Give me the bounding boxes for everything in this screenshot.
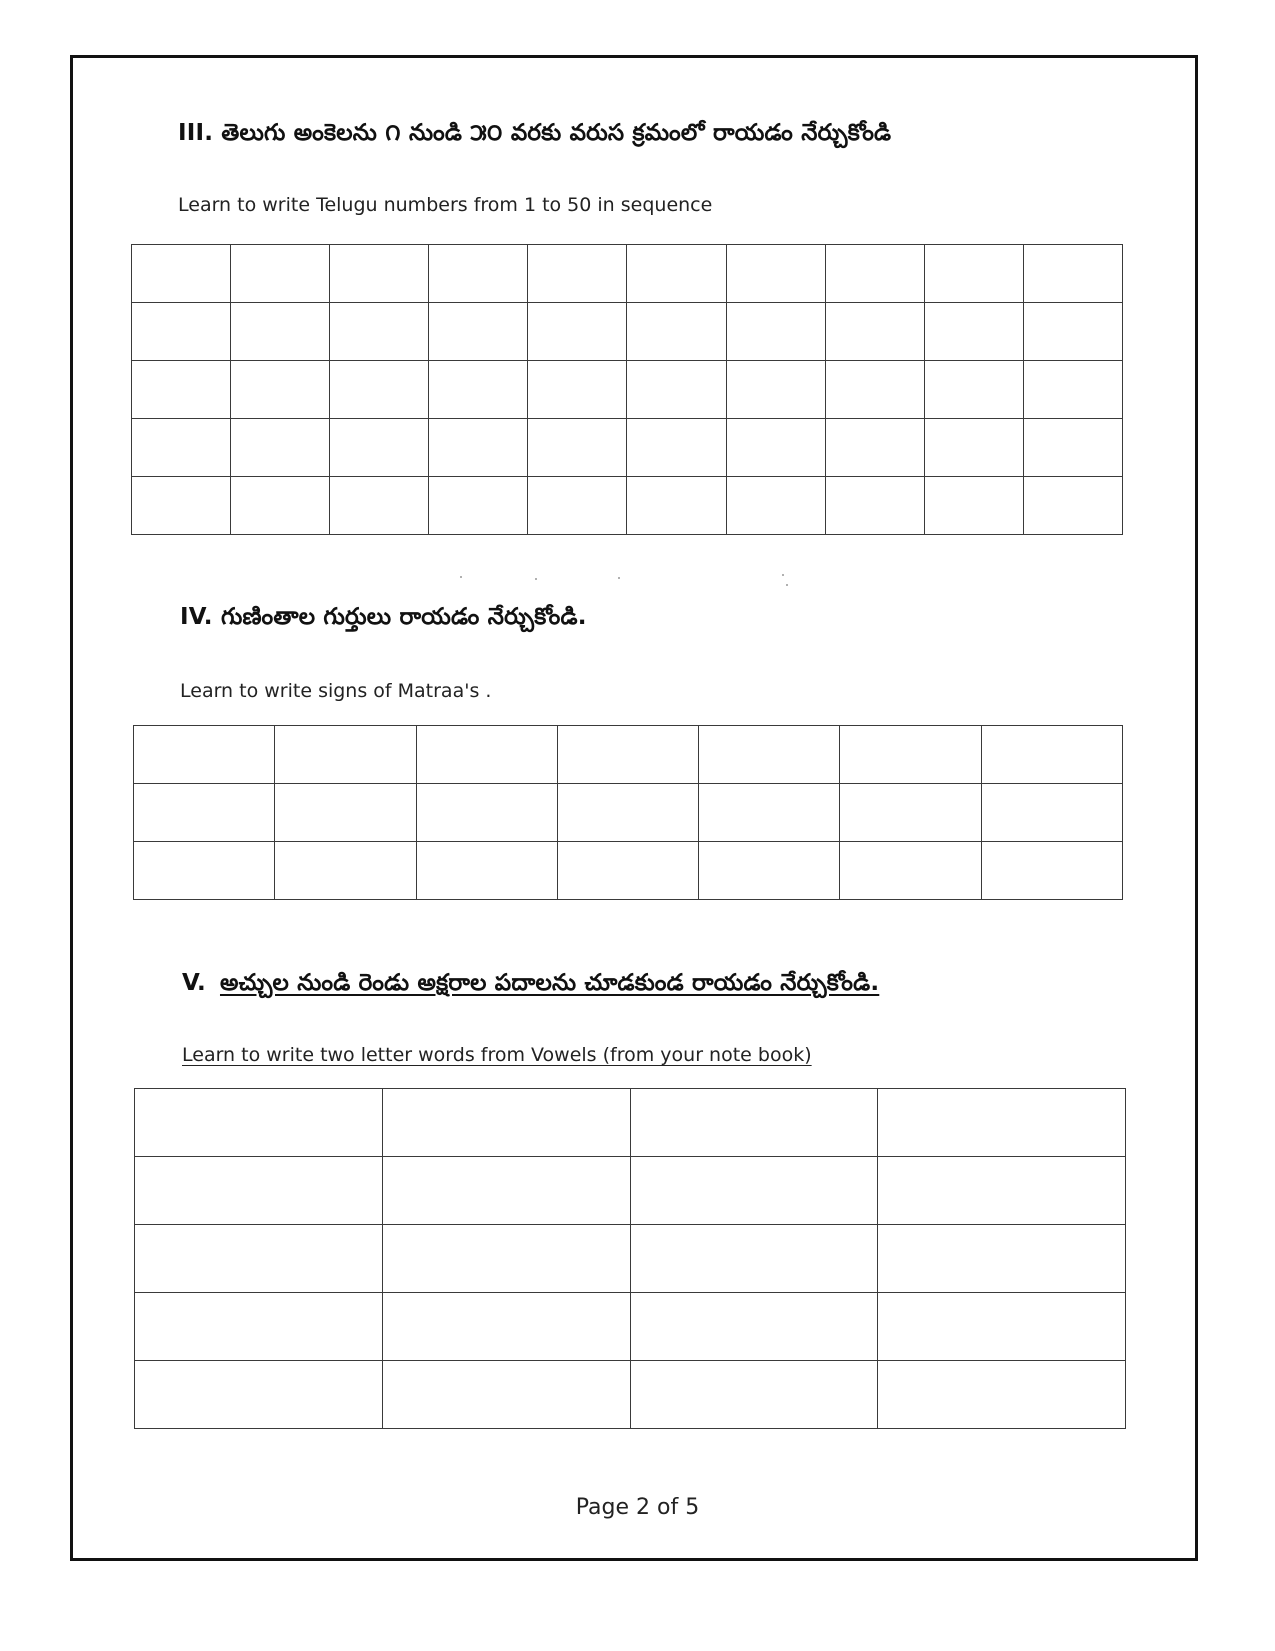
writing-cell: [231, 477, 330, 535]
section-3-subtitle: Learn to write Telugu numbers from 1 to 50 in sequence: [178, 194, 713, 216]
telugu-numbers-grid: [131, 244, 1123, 535]
writing-cell: [231, 419, 330, 477]
writing-cell: [134, 726, 275, 784]
grid-row: [132, 245, 1123, 303]
writing-cell: [825, 477, 924, 535]
writing-cell: [627, 477, 726, 535]
section-3-heading: III. తెలుగు అంకెలను ౧ నుండి ౫౦ వరకు వరుస క్రమంలో రాయడం నేర్చుకోండి: [178, 120, 892, 146]
grid-row: [132, 477, 1123, 535]
writing-cell: [557, 842, 698, 900]
writing-cell: [134, 842, 275, 900]
writing-cell: [416, 784, 557, 842]
grid-row: [132, 361, 1123, 419]
section-4-heading: IV. గుణింతాల గుర్తులు రాయడం నేర్చుకోండి.: [180, 604, 587, 630]
writing-cell: [429, 477, 528, 535]
writing-cell: [134, 784, 275, 842]
writing-cell: [528, 361, 627, 419]
writing-cell: [416, 842, 557, 900]
writing-cell: [429, 361, 528, 419]
writing-cell: [132, 245, 231, 303]
writing-cell: [726, 477, 825, 535]
matraa-signs-grid: [133, 725, 1123, 900]
writing-cell: [726, 419, 825, 477]
writing-cell: [382, 1293, 630, 1361]
writing-cell: [981, 842, 1122, 900]
writing-cell: [135, 1157, 383, 1225]
writing-cell: [528, 245, 627, 303]
writing-cell: [924, 361, 1023, 419]
writing-cell: [630, 1293, 878, 1361]
writing-cell: [825, 419, 924, 477]
grid-row: [134, 784, 1123, 842]
writing-cell: [878, 1089, 1126, 1157]
grid-row: [135, 1225, 1126, 1293]
writing-cell: [840, 784, 981, 842]
section-5-heading: [182, 970, 879, 1002]
writing-cell: [135, 1293, 383, 1361]
writing-cell: [924, 303, 1023, 361]
section-5-heading-text: అచ్చుల నుండి రెండు అక్షరాల పదాలను చూడకుండ రాయడం నేర్చుకోండి.: [219, 970, 880, 996]
writing-cell: [1023, 477, 1122, 535]
grid-row: [135, 1157, 1126, 1225]
writing-cell: [630, 1361, 878, 1429]
writing-cell: [382, 1157, 630, 1225]
writing-cell: [135, 1225, 383, 1293]
writing-cell: [135, 1089, 383, 1157]
writing-cell: [630, 1157, 878, 1225]
writing-cell: [627, 361, 726, 419]
writing-cell: [330, 361, 429, 419]
writing-cell: [878, 1361, 1126, 1429]
writing-cell: [1023, 419, 1122, 477]
writing-cell: [630, 1225, 878, 1293]
writing-cell: [627, 245, 726, 303]
writing-cell: [382, 1361, 630, 1429]
writing-cell: [825, 245, 924, 303]
writing-cell: [330, 419, 429, 477]
writing-cell: [528, 303, 627, 361]
two-letter-words-grid: [134, 1088, 1126, 1429]
writing-cell: [924, 419, 1023, 477]
writing-cell: [330, 303, 429, 361]
grid-row: [134, 726, 1123, 784]
section-4-subtitle: Learn to write signs of Matraa's .: [180, 680, 492, 702]
writing-cell: [627, 303, 726, 361]
writing-cell: [840, 726, 981, 784]
writing-cell: [132, 303, 231, 361]
writing-cell: [275, 842, 416, 900]
section-5-subtitle: Learn to write two letter words from Vowels (from your note book): [182, 1044, 812, 1066]
writing-cell: [275, 726, 416, 784]
writing-cell: [924, 477, 1023, 535]
writing-cell: [382, 1089, 630, 1157]
writing-cell: [699, 842, 840, 900]
writing-cell: [726, 361, 825, 419]
writing-cell: [429, 419, 528, 477]
writing-cell: [1023, 303, 1122, 361]
writing-cell: [630, 1089, 878, 1157]
writing-cell: [924, 245, 1023, 303]
writing-cell: [1023, 245, 1122, 303]
writing-cell: [330, 245, 429, 303]
writing-cell: [429, 303, 528, 361]
page-number: Page 2 of 5: [575, 1495, 700, 1520]
writing-cell: [132, 477, 231, 535]
grid-row: [135, 1089, 1126, 1157]
writing-cell: [528, 477, 627, 535]
writing-cell: [557, 726, 698, 784]
writing-cell: [231, 245, 330, 303]
writing-cell: [330, 477, 429, 535]
writing-cell: [132, 419, 231, 477]
writing-cell: [135, 1361, 383, 1429]
writing-cell: [825, 303, 924, 361]
writing-cell: [1023, 361, 1122, 419]
writing-cell: [132, 361, 231, 419]
writing-cell: [878, 1293, 1126, 1361]
writing-cell: [416, 726, 557, 784]
writing-cell: [825, 361, 924, 419]
writing-cell: [382, 1225, 630, 1293]
writing-cell: [981, 726, 1122, 784]
writing-cell: [275, 784, 416, 842]
grid-row: [132, 419, 1123, 477]
scan-specks: [460, 570, 820, 590]
grid-row: [134, 842, 1123, 900]
writing-cell: [699, 784, 840, 842]
writing-cell: [231, 303, 330, 361]
writing-cell: [726, 245, 825, 303]
section-5-number: V.: [182, 970, 206, 996]
writing-cell: [627, 419, 726, 477]
writing-cell: [726, 303, 825, 361]
writing-cell: [528, 419, 627, 477]
writing-cell: [429, 245, 528, 303]
grid-row: [132, 303, 1123, 361]
writing-cell: [840, 842, 981, 900]
writing-cell: [878, 1225, 1126, 1293]
writing-cell: [231, 361, 330, 419]
grid-row: [135, 1293, 1126, 1361]
writing-cell: [981, 784, 1122, 842]
grid-row: [135, 1361, 1126, 1429]
writing-cell: [557, 784, 698, 842]
writing-cell: [878, 1157, 1126, 1225]
writing-cell: [699, 726, 840, 784]
